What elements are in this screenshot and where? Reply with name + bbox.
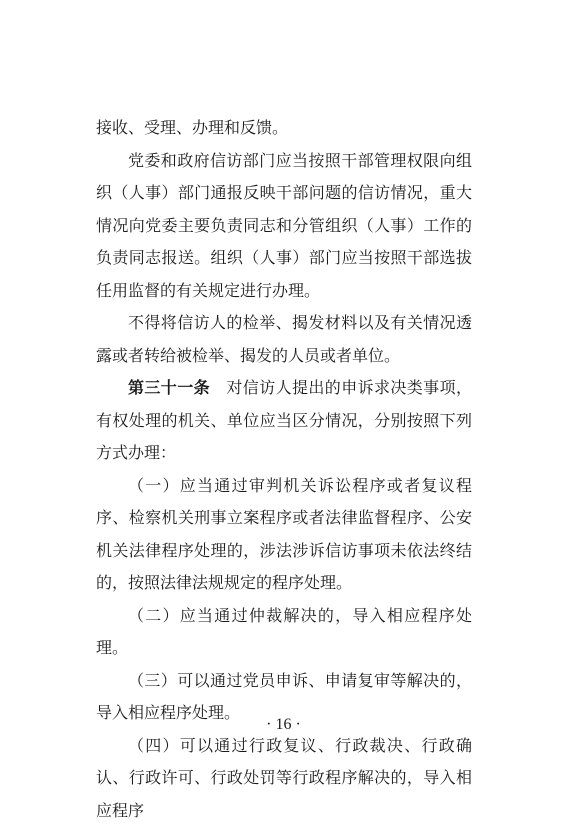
article-heading: 第三十一条 (128, 378, 210, 397)
paragraph-reporting-rules: 党委和政府信访部门应当按照干部管理权限向组织（人事）部门通报反映干部问题的信访情况，重大情况向党委主要负责同志和分管组织（人事）工作的负责同志报送。组织（人事）部门应当按照干部选拔任用监督的有关规定进行办理。 (96, 150, 472, 300)
list-item-1: （一）应当通过审判机关诉讼程序或者复议程序、检察机关刑事立案程序或者法律监督程序、公安机关法律程序处理的，涉法涉诉信访事项未依法终结的，按照法律法规规定的程序处理。 (96, 475, 472, 592)
list-item-3: （三）可以通过党员申诉、申请复审等解决的，导入相应程序处理。 (96, 670, 472, 722)
article-text: 对信访人提出的申诉求决类事项，有权处理的机关、单位应当区分情况，分别按照下列方式办理： (96, 378, 472, 462)
paragraph-continuation: 接收、受理、办理和反馈。 (96, 118, 289, 137)
page-number: · 16 · (266, 716, 301, 733)
list-item-4: （四）可以通过行政复议、行政裁决、行政确认、行政许可、行政处罚等行政程序解决的，导入相应程序 (96, 735, 472, 820)
article-31-paragraph (96, 372, 472, 470)
paragraph-confidentiality: 不得将信访人的检举、揭发材料以及有关情况透露或者转给被检举、揭发的人员或者单位。 (96, 313, 472, 365)
list-item-2: （二）应当通过仲裁解决的，导入相应程序处理。 (96, 605, 472, 657)
